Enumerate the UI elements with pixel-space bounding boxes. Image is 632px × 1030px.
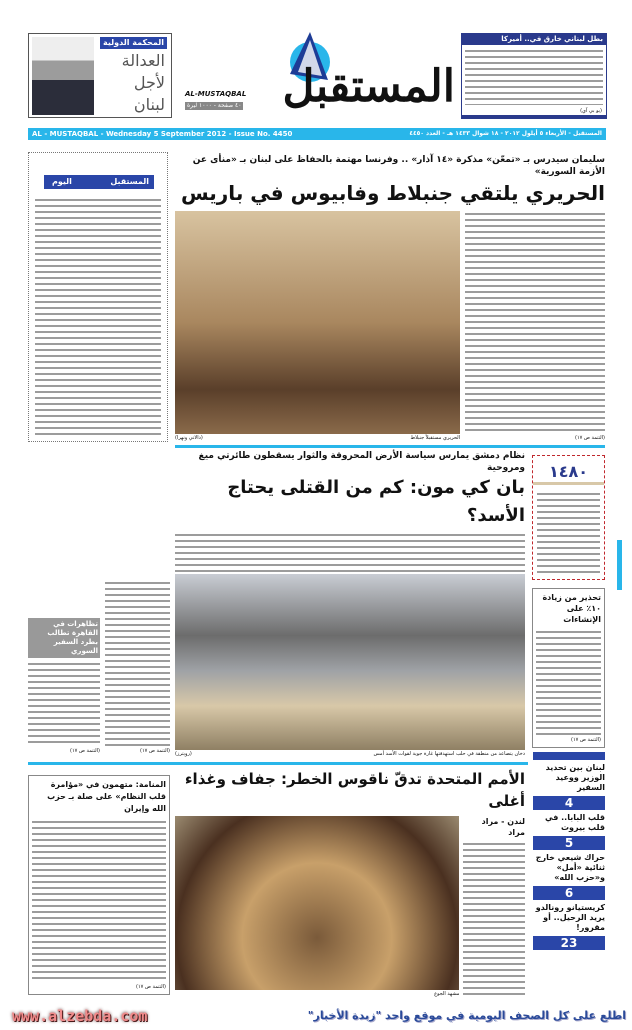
lead-body-row xyxy=(175,211,605,442)
syria-credit: (رويترز) xyxy=(175,751,192,757)
index-page: 23 xyxy=(533,936,605,950)
lead-photo xyxy=(175,211,460,434)
column-logo xyxy=(44,175,154,189)
syria-sidebar-continued[interactable]: (التتمة ص ١٧) xyxy=(69,748,100,754)
syria-headline[interactable]: بان كي مون: كم من القتلى يحتاج الأسد؟ xyxy=(227,477,525,526)
footer-url[interactable]: www.alzebda.com xyxy=(12,1006,148,1025)
price-label: ٤٠ صفحة - ١٠٠٠ ليرة xyxy=(187,102,242,109)
index-page: 5 xyxy=(533,836,605,850)
lead-caption: الحريري مستقبلاً جنبلاط xyxy=(410,435,460,441)
un-body-row xyxy=(175,816,525,998)
footer-promo: اطلع على كل الصحف اليومية في موقع واحد "زبدة الأخبار" xyxy=(307,1008,626,1022)
column-box xyxy=(28,152,168,442)
index-list xyxy=(533,752,605,950)
syria-story xyxy=(175,450,525,758)
dateline-arabic: المستقبل - الأربعاء ٥ أيلول ٢٠١٢ - ١٨ شوال ١٤٣٣ هـ - العدد ٤٤٥٠ xyxy=(409,130,602,137)
syria-sidebar-title[interactable]: تظاهرات في القاهرة تطالب بطرد السفير السوري xyxy=(28,618,100,658)
index-title[interactable]: حراك شيعي خارج ثنائية «أمل» و«حزب الله» xyxy=(535,853,605,882)
column-logo-title: المستقبل xyxy=(110,177,149,186)
syria-left-col xyxy=(105,580,170,755)
side-story-body xyxy=(465,48,603,105)
un-story xyxy=(175,768,525,998)
un-headline[interactable]: الأمم المتحدة تدقّ ناقوس الخطر: جفاف وغذاء أغلى xyxy=(184,770,525,810)
syria-left-body xyxy=(105,580,170,747)
un-body xyxy=(463,841,525,998)
warning-title[interactable]: تحذير من زيادة ١٠٪ على الإنشاءات xyxy=(542,593,601,624)
lead-kicker: سليمان سيدرس بـ «تمعّن» مذكرة «١٤ آذار» .. وفرنسا مهتمة بالحفاظ على لبنان بـ «منأى عن الأزمة السورية» xyxy=(192,155,605,177)
bahrain-continued[interactable]: (التتمة ص ١٧) xyxy=(135,984,166,990)
tribunal-label: المحكمة الدولية xyxy=(100,37,167,49)
un-text-col xyxy=(463,816,525,998)
syria-photo xyxy=(175,574,525,750)
slogan-line-1: العدالة xyxy=(121,51,165,70)
tribunal-box xyxy=(28,33,172,118)
side-story-title[interactable]: بطل لبناني خارق في.. أميركا xyxy=(462,34,606,45)
lead-photo-wrap xyxy=(175,211,460,442)
syria-sidebar xyxy=(28,618,100,755)
dateline-bar xyxy=(28,128,606,140)
logo-arabic: المستقبل xyxy=(282,61,455,112)
lead-body xyxy=(465,211,605,434)
warning-body xyxy=(536,629,601,736)
syria-sidebar-body xyxy=(28,661,100,747)
warning-continued[interactable]: (التتمة ص ١٧) xyxy=(570,737,601,743)
lead-credit: (دالاتي ونهرا) xyxy=(175,435,203,441)
syria-caption: دخان يتصاعد من منطقة في حلب استهدفتها غارة جوية لقوات الأسد أمس xyxy=(373,751,525,757)
slogan-line-2: لأجل xyxy=(133,73,165,92)
lead-continued[interactable]: (التتمة ص ١٧) xyxy=(574,435,605,441)
portrait-photo xyxy=(32,37,94,115)
logo[interactable] xyxy=(185,28,455,120)
dateline-english: AL - MUSTAQBAL - Wednesday 5 September 2012 - Issue No. 4450 xyxy=(32,130,293,138)
syria-kicker: نظام دمشق يمارس سياسة الأرض المحروقة والثوار يسقطون طائرتي ميغ ومروحية xyxy=(198,451,525,473)
lead-headline[interactable]: الحريري يلتقي جنبلاط وفابيوس في باريس xyxy=(181,181,605,205)
side-story-credit: (يو بي آي) xyxy=(580,108,602,114)
un-credit: مشهد الجوع xyxy=(434,991,460,997)
footer-banner[interactable] xyxy=(0,1003,632,1028)
index-title[interactable]: قلب البابا.. في قلب بيروت xyxy=(545,813,605,832)
logo-latin: AL-MUSTAQBAL xyxy=(185,90,247,98)
number-body xyxy=(537,491,600,573)
un-byline: لندن - مراد مراد xyxy=(481,817,525,837)
divider xyxy=(175,445,605,448)
bahrain-headline[interactable]: المنامة: متهمون في «مؤامرة قلب النظام» على صلة بـ حزب الله وإيران xyxy=(47,780,166,813)
lead-text-col xyxy=(465,211,605,442)
bahrain-box xyxy=(28,775,170,995)
column-body xyxy=(35,197,161,437)
lead-story xyxy=(175,154,605,442)
blue-accent xyxy=(617,540,622,590)
un-photo xyxy=(175,816,459,990)
warning-box xyxy=(532,588,605,748)
syria-body xyxy=(175,532,525,572)
un-photo-wrap xyxy=(175,816,459,998)
divider xyxy=(28,762,528,765)
index-page: 6 xyxy=(533,886,605,900)
index-title[interactable]: كريستيانو رونالدو يريد الرحيل.. أو مقرور! xyxy=(535,903,605,932)
column-logo-subtitle: اليوم xyxy=(52,177,72,186)
bahrain-body xyxy=(32,819,166,983)
syria-continued[interactable]: (التتمة ص ١٧) xyxy=(139,748,170,754)
index-header xyxy=(533,752,605,760)
slogan-line-3: لبنان xyxy=(133,95,165,114)
index-page: 4 xyxy=(533,796,605,810)
side-story-box xyxy=(461,33,607,119)
number-value: ١٤٨٠ xyxy=(533,462,604,485)
number-box xyxy=(532,455,605,580)
index-title[interactable]: لبنان بين تحديد الوزير ووعيد السفير xyxy=(545,763,605,792)
